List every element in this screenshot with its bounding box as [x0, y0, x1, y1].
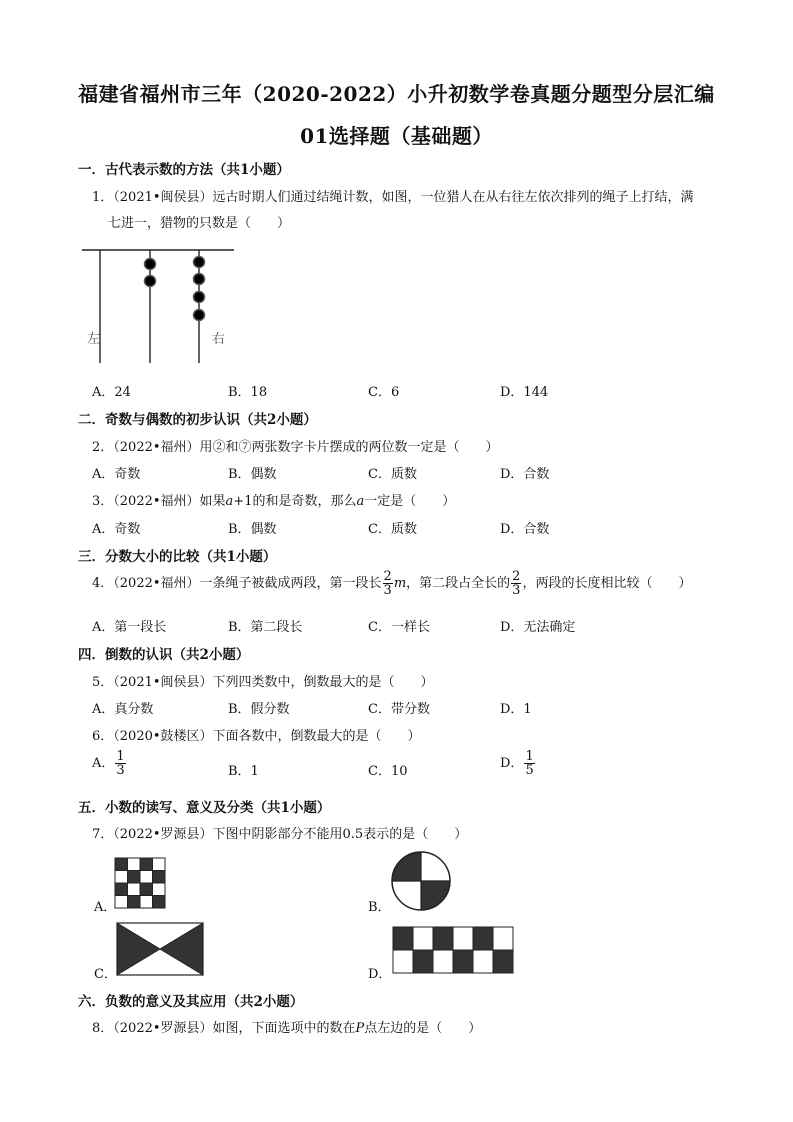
q5-option-b: B．假分数 — [228, 702, 290, 717]
knotted-rope-figure — [82, 248, 237, 368]
q5-option-a: A．真分数 — [92, 702, 154, 717]
question-4: 4．（2022•福州）一条绳子被截成两段，第一段长 $\frac{2}{3}$ m，第二段占全长的 $\frac{2}{3}$ ，两段的长度相比较（ ） — [92, 569, 692, 598]
section-heading-4: 四．倒数的认识（共2小题） — [78, 647, 250, 663]
q7-label-d: D． — [368, 967, 392, 982]
question-2: 2．（2022•福州）用②和⑦两张数字卡片摆成的两位数一定是（ ） — [92, 440, 499, 455]
q6-option-a: A． $\frac{1}{3}$ — [92, 749, 125, 778]
q1-option-b: B．18 — [228, 385, 268, 400]
q2-option-c: C．质数 — [368, 467, 417, 482]
question-3: 3．（2022•福州）如果a+1的和是奇数，那么a一定是（ ） — [92, 494, 456, 509]
q3-option-c: C．质数 — [368, 522, 417, 537]
q4-option-a: A．第一段长 — [92, 620, 167, 635]
section-heading-3: 三．分数大小的比较（共1小题） — [78, 549, 277, 565]
section-heading-1: 一．古代表示数的方法（共1小题） — [78, 162, 290, 178]
q7-label-a: A． — [94, 900, 117, 915]
q3-option-b: B．偶数 — [228, 522, 277, 537]
q7-figure-b — [390, 850, 452, 912]
question-5: 5．（2021•闽侯县）下列四类数中，倒数最大的是（ ） — [92, 675, 434, 690]
q5-option-d: D．1 — [500, 702, 532, 717]
figure-left-label: 左 — [87, 332, 101, 347]
q3-option-a: A．奇数 — [92, 522, 141, 537]
q6-option-d: D． $\frac{1}{5}$ — [500, 749, 534, 778]
fraction: $\frac{2}{3}$ — [512, 569, 521, 598]
q5-option-c: C．带分数 — [368, 702, 430, 717]
q1-option-d: D．144 — [500, 385, 549, 400]
q1-option-a: A．24 — [92, 385, 131, 400]
figure-right-label: 右 — [212, 332, 226, 347]
section-heading-6: 六．负数的意义及其应用（共2小题） — [78, 994, 304, 1010]
question-6: 6．（2020•鼓楼区）下面各数中，倒数最大的是（ ） — [92, 729, 421, 744]
q4-option-b: B．第二段长 — [228, 620, 303, 635]
q6-option-c: C．10 — [368, 764, 408, 779]
question-7: 7．（2022•罗源县）下图中阴影部分不能用0.5表示的是（ ） — [92, 827, 468, 842]
question-1-line1: 1．（2021•闽侯县）远古时期人们通过结绳计数，如图，一位猎人在从右往左依次排列的绳子上打结，满 — [92, 190, 694, 205]
q3-option-d: D．合数 — [500, 522, 550, 537]
q6-option-b: B．1 — [228, 764, 259, 779]
q4-option-c: C．一样长 — [368, 620, 430, 635]
q7-label-c: C． — [94, 967, 117, 982]
section-heading-2: 二．奇数与偶数的初步认识（共2小题） — [78, 412, 317, 428]
question-8: 8．（2022•罗源县）如图，下面选项中的数在P点左边的是（ ） — [92, 1021, 482, 1036]
q2-option-d: D．合数 — [500, 467, 550, 482]
fraction: $\frac{2}{3}$ — [383, 569, 392, 598]
q7-figure-d — [392, 926, 514, 974]
q2-option-b: B．偶数 — [228, 467, 277, 482]
q7-label-b: B． — [368, 900, 391, 915]
page-subtitle: 01选择题（基础题） — [300, 124, 493, 148]
q7-figure-c — [116, 922, 204, 976]
q2-option-a: A．奇数 — [92, 467, 141, 482]
question-1-line2: 七进一，猎物的只数是（ ） — [108, 216, 291, 231]
q1-option-c: C．6 — [368, 385, 400, 400]
page-title: 福建省福州市三年（2020-2022）小升初数学卷真题分题型分层汇编 — [78, 82, 715, 106]
section-heading-5: 五．小数的读写、意义及分类（共1小题） — [78, 800, 331, 816]
q4-option-d: D．无法确定 — [500, 620, 576, 635]
q7-figure-a — [114, 857, 166, 909]
